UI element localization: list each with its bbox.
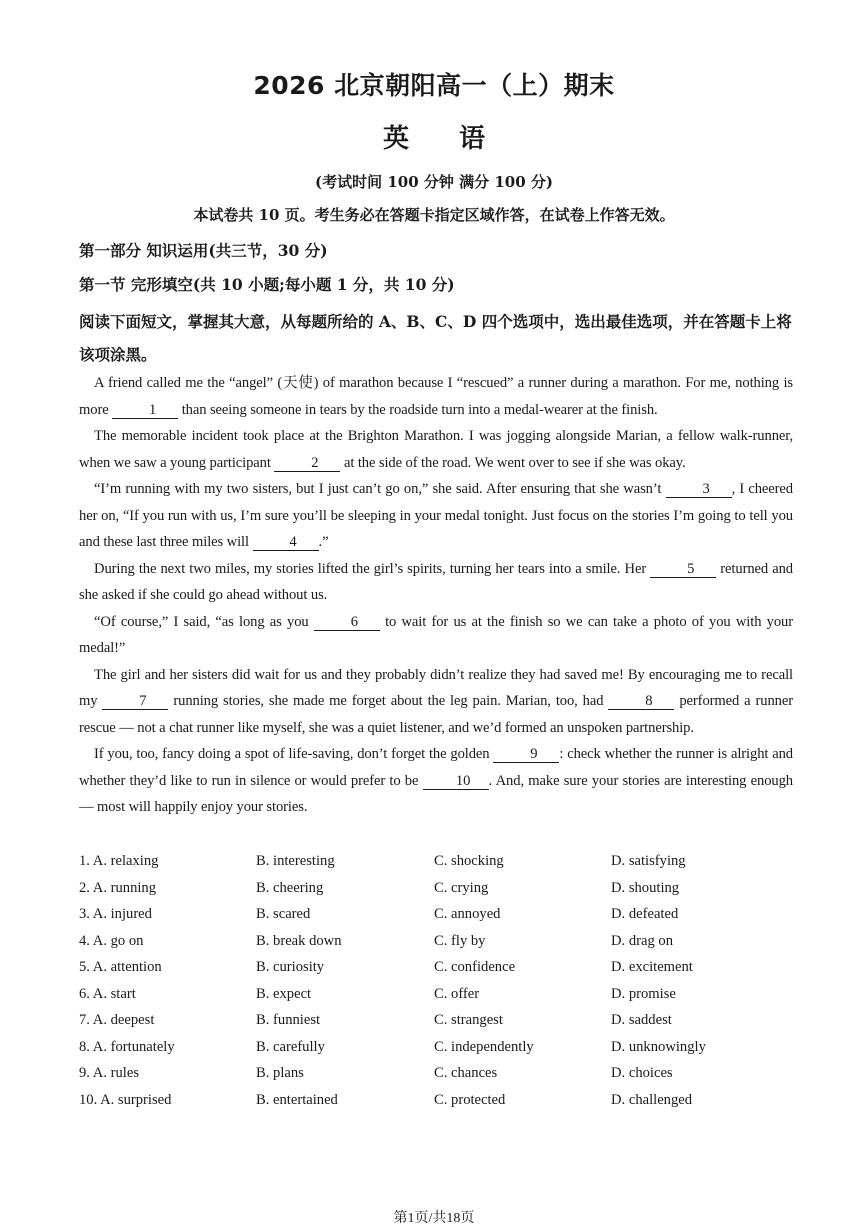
blank-9: 9 (493, 746, 559, 763)
option-d: D. drag on (611, 932, 674, 949)
option-a: 5. A. attention (79, 959, 162, 975)
option-a: 8. A. fortunately (79, 1038, 175, 1055)
option-c: C. shocking (434, 853, 504, 869)
blank-7: 7 (102, 693, 168, 710)
document-title: 2026 北京朝阳高一（上）期末 (253, 71, 615, 100)
blank-10: 10 (423, 773, 489, 790)
passage-text: The girl and her sisters did wait for us and they probably didn’t realize they had saved me! By encouraging me to recall my (79, 666, 793, 709)
option-row (79, 981, 799, 1008)
option-a: 6. A. start (79, 985, 136, 1002)
instructions: 阅读下面短文，掌握其大意，从每题所给的 A、B、C、D 四个选项中，选出最佳选项，并在答题卡上将该项涂黑。 (79, 312, 792, 364)
passage-text: returned and she asked if she could go ahead without us. (79, 560, 793, 603)
option-b: B. funniest (256, 1012, 321, 1028)
blank-1: 1 (112, 402, 178, 419)
option-d: D. excitement (611, 959, 693, 975)
option-c: C. protected (434, 1091, 506, 1108)
option-a: 1. A. relaxing (79, 853, 159, 869)
passage-paragraph (79, 662, 793, 742)
page-number: 第1页/共18页 (393, 1211, 475, 1226)
blank-6: 6 (314, 614, 380, 631)
passage-text: The memorable incident took place at the Brighton Marathon. I was jogging alongside Marian, a fellow walk-runner, when we saw a young participant (79, 428, 793, 471)
passage-paragraph (79, 476, 793, 556)
option-row (79, 954, 799, 981)
option-c: C. independently (434, 1038, 534, 1055)
option-b: B. break down (256, 932, 342, 949)
option-b: B. carefully (256, 1038, 325, 1055)
option-row (79, 875, 799, 902)
subsection-heading: 第一节 完形填空(共 10 小题;每小题 1 分，共 10 分) (79, 275, 455, 294)
option-a: 9. A. rules (79, 1065, 139, 1081)
option-b: B. plans (256, 1065, 304, 1081)
option-a: 4. A. go on (79, 932, 144, 949)
passage-text: than seeing someone in tears by the roadside turn into a medal-wearer at the finish. (178, 401, 658, 418)
option-b: B. interesting (256, 853, 335, 869)
option-d: D. saddest (611, 1012, 672, 1028)
option-d: D. defeated (611, 906, 679, 922)
blank-2: 2 (274, 455, 340, 472)
option-c: C. strangest (434, 1012, 503, 1028)
passage-text: . And, make sure your stories are interesting enough — most will happily enjoy your stories. (79, 772, 793, 815)
option-row (79, 1087, 799, 1114)
option-b: B. entertained (256, 1091, 338, 1108)
blank-3: 3 (666, 481, 732, 498)
passage-text: at the side of the road. We went over to see if she was okay. (340, 454, 686, 471)
answer-options (79, 848, 799, 1113)
exam-notice: 本试卷共 10 页。考生务必在答题卡指定区域作答，在试卷上作答无效。 (193, 206, 675, 224)
blank-4: 4 (253, 534, 319, 551)
passage-text: performed a runner rescue — not a chat runner like myself, she was a quiet listener, and we’d formed an unspoken partnership. (79, 693, 793, 736)
passage-text: “Of course,” I said, “as long as you (94, 613, 314, 630)
passage-text: , I cheered her on, “If you run with us, I’m sure you’ll be sleeping in your medal tonight. Just focus on the stories I’m going to tell you and these last three miles will (79, 481, 794, 550)
option-row (79, 1034, 799, 1061)
option-c: C. fly by (434, 932, 486, 949)
passage-text: During the next two miles, my stories lifted the girl’s spirits, turning her tears into a smile. Her (94, 560, 651, 577)
option-a: 3. A. injured (79, 906, 152, 922)
passage-paragraph (79, 370, 793, 423)
option-row (79, 901, 799, 928)
option-d: D. unknowingly (611, 1038, 706, 1055)
option-d: D. challenged (611, 1091, 693, 1108)
option-d: D. choices (611, 1065, 673, 1081)
option-row (79, 848, 799, 875)
passage-text: .” (318, 534, 329, 550)
option-a: 2. A. running (79, 879, 157, 896)
option-c: C. offer (434, 985, 480, 1002)
option-a: 10. A. surprised (79, 1091, 172, 1108)
option-c: C. chances (434, 1065, 498, 1081)
option-row (79, 1007, 799, 1034)
cloze-passage (79, 370, 793, 821)
option-c: C. annoyed (434, 906, 501, 922)
option-b: B. curiosity (256, 959, 325, 975)
passage-paragraph (79, 609, 793, 662)
passage-paragraph (79, 741, 793, 821)
blank-5: 5 (650, 561, 716, 578)
passage-paragraph (79, 556, 793, 609)
option-a: 7. A. deepest (79, 1012, 155, 1028)
subject-title: 英语 (382, 124, 535, 154)
option-c: C. confidence (434, 959, 516, 975)
option-row (79, 928, 799, 955)
blank-8: 8 (608, 693, 674, 710)
exam-info: (考试时间 100 分钟 满分 100 分) (315, 173, 553, 191)
passage-text: : check whether the runner is alright and whether they’d like to run in silence or would prefer to be (79, 746, 793, 789)
passage-text: “I’m running with my two sisters, but I just can’t go on,” she said. After ensuring that she wasn’t (94, 481, 666, 497)
passage-text: If you, too, fancy doing a spot of life-saving, don’t forget the golden (94, 746, 494, 762)
passage-text: to wait for us at the finish so we can take a photo of you with your medal!” (79, 613, 793, 656)
option-row (79, 1060, 799, 1087)
option-d: D. satisfying (611, 853, 686, 869)
option-d: D. promise (611, 985, 676, 1002)
option-b: B. cheering (256, 879, 324, 896)
option-d: D. shouting (611, 879, 680, 896)
passage-text: running stories, she made me forget about the leg pain. Marian, too, had (168, 693, 609, 709)
passage-text: A friend called me the “angel” (天使) of marathon because I “rescued” a runner during a marathon. For me, nothing is more (79, 375, 793, 418)
part-heading: 第一部分 知识运用(共三节，30 分) (79, 241, 328, 260)
option-c: C. crying (434, 879, 489, 896)
option-b: B. expect (256, 985, 312, 1002)
passage-paragraph (79, 423, 793, 476)
option-b: B. scared (256, 906, 311, 922)
